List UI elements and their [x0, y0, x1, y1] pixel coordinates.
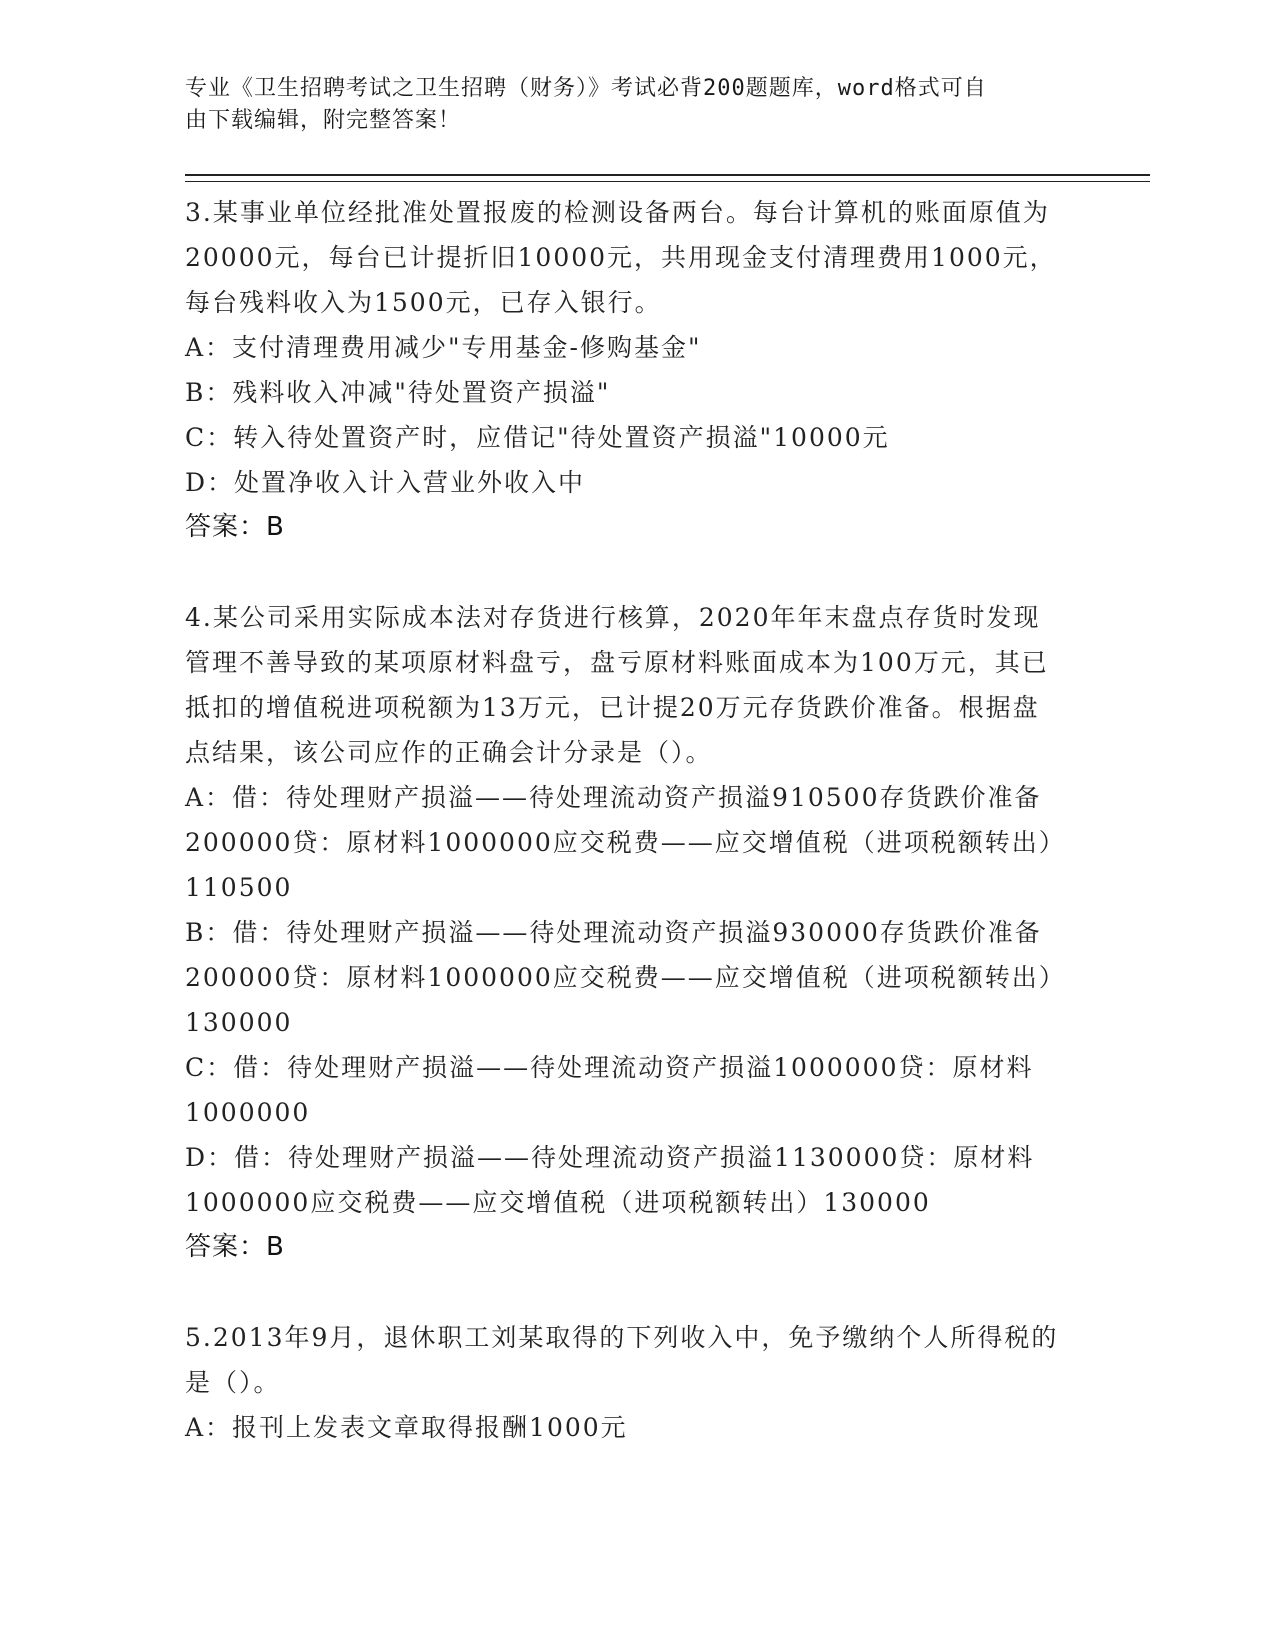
question-block-3	[185, 190, 1065, 550]
option-c: C：借：待处理财产损溢——待处理流动资产损溢1000000贷：原材料1000000	[185, 1053, 1034, 1127]
question-block-4	[185, 595, 1065, 1270]
question-block-5	[185, 1315, 1065, 1450]
header-line-1: 专业《卫生招聘考试之卫生招聘（财务）》考试必背200题题库，word格式可自	[185, 76, 987, 101]
option-b: B：残料收入冲减"待处置资产损溢"	[185, 378, 611, 407]
question-stem: 4.某公司采用实际成本法对存货进行核算，2020年年末盘点存货时发现管理不善导致的某项原材料盘亏，盘亏原材料账面成本为100万元，其已抵扣的增值税进项税额为13万元，已计提20万元存货跌价准备。根据盘点结果，该公司应作的正确会计分录是（）。	[185, 603, 1049, 767]
option-d: D：处置净收入计入营业外收入中	[185, 468, 586, 497]
header-line-2: 由下载编辑，附完整答案！	[185, 108, 462, 133]
option-a: A：支付清理费用减少"专用基金-修购基金"	[185, 333, 702, 362]
spacer	[185, 1270, 1065, 1315]
spacer	[185, 550, 1065, 595]
document-header	[185, 73, 1065, 137]
question-list	[185, 190, 1065, 1450]
option-b: B：借：待处理财产损溢——待处理流动资产损溢930000存货跌价准备200000贷：原材料1000000应交税费——应交增值税（进项税额转出）130000	[185, 918, 1054, 1037]
answer-line: 答案：B	[185, 512, 285, 542]
question-stem: 5.2013年9月，退休职工刘某取得的下列收入中，免予缴纳个人所得税的是（）。	[185, 1323, 1059, 1397]
header-divider-thick	[185, 174, 1150, 176]
option-d: D：借：待处理财产损溢——待处理流动资产损溢1130000贷：原材料1000000应交税费——应交增值税（进项税额转出）130000	[185, 1143, 1035, 1217]
option-a: A：借：待处理财产损溢——待处理流动资产损溢910500存货跌价准备200000贷：原材料1000000应交税费——应交增值税（进项税额转出）110500	[185, 783, 1054, 902]
question-stem: 3.某事业单位经批准处置报废的检测设备两台。每台计算机的账面原值为20000元，每台已计提折旧10000元，共用现金支付清理费用1000元，每台残料收入为1500元，已存入银行。	[185, 198, 1057, 317]
answer-line: 答案：B	[185, 1232, 285, 1262]
option-a: A：报刊上发表文章取得报酬1000元	[185, 1413, 628, 1442]
header-divider-thin	[185, 181, 1150, 182]
option-c: C：转入待处置资产时，应借记"待处置资产损溢"10000元	[185, 423, 890, 452]
